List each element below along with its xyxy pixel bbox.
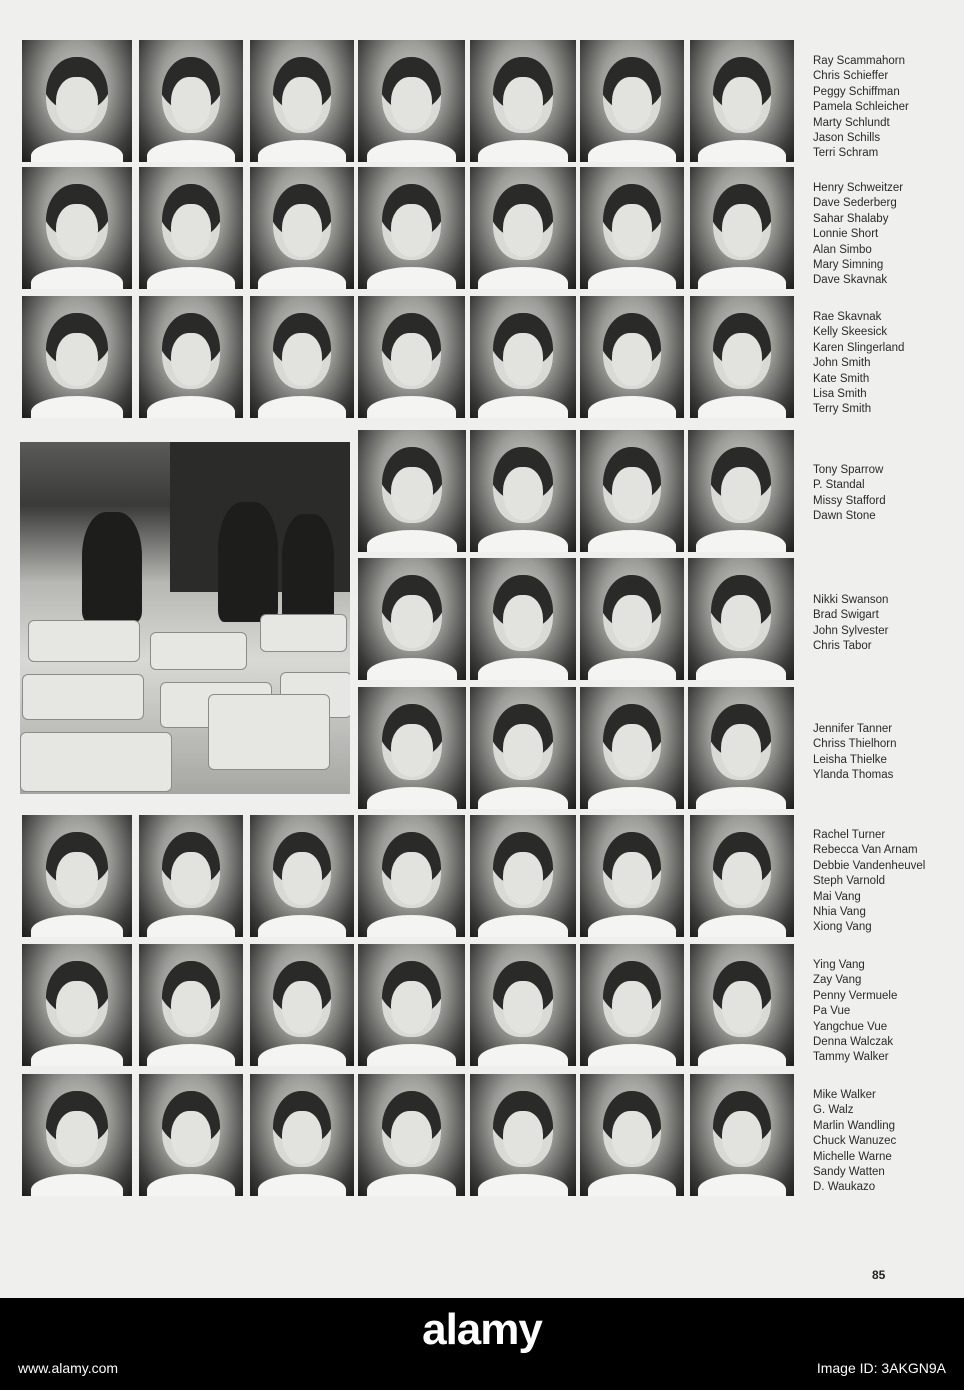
student-figure bbox=[282, 514, 334, 624]
student-name: Kelly Skeesick bbox=[813, 326, 888, 339]
student-portrait bbox=[690, 944, 794, 1066]
student-name: Missy Stafford bbox=[813, 494, 886, 507]
student-portrait bbox=[358, 687, 466, 809]
student-name: Tammy Walker bbox=[813, 1051, 889, 1064]
student-name: Lisa Smith bbox=[813, 388, 867, 401]
student-name: Mary Simning bbox=[813, 259, 884, 272]
name-column bbox=[813, 181, 903, 289]
student-name: Denna Walczak bbox=[813, 1036, 894, 1049]
name-column bbox=[813, 310, 904, 418]
name-column bbox=[813, 722, 897, 784]
student-portrait bbox=[580, 815, 684, 937]
student-portrait bbox=[470, 430, 576, 552]
student-portrait bbox=[470, 558, 576, 680]
student-portrait bbox=[580, 1074, 684, 1196]
student-name: Brad Swigart bbox=[813, 609, 879, 622]
student-name: Rachel Turner bbox=[813, 829, 886, 841]
name-column bbox=[813, 54, 909, 162]
student-name: Mai Vang bbox=[813, 890, 861, 903]
student-portrait bbox=[690, 167, 794, 289]
student-name: Dave Skavnak bbox=[813, 274, 888, 287]
student-name: Rebecca Van Arnam bbox=[813, 844, 918, 857]
student-name: John Sylvester bbox=[813, 624, 889, 637]
student-portrait bbox=[470, 296, 576, 418]
student-name: Jennifer Tanner bbox=[813, 723, 893, 735]
student-portrait bbox=[22, 167, 132, 289]
student-portrait bbox=[470, 687, 576, 809]
student-portrait bbox=[358, 558, 466, 680]
student-name: Lonnie Short bbox=[813, 228, 879, 241]
student-name: Jason Schills bbox=[813, 132, 881, 145]
name-column bbox=[813, 1088, 896, 1196]
student-name: Chuck Wanuzec bbox=[813, 1135, 897, 1148]
student-name: Xiong Vang bbox=[813, 921, 872, 934]
name-column bbox=[813, 463, 886, 525]
student-name: Dawn Stone bbox=[813, 510, 876, 523]
student-portrait bbox=[139, 40, 243, 162]
student-name: Nikki Swanson bbox=[813, 594, 889, 606]
student-portrait bbox=[139, 296, 243, 418]
student-portrait bbox=[470, 944, 576, 1066]
student-name: Leisha Thielke bbox=[813, 753, 887, 766]
watermark-url: www.alamy.com bbox=[18, 1360, 119, 1376]
student-portrait bbox=[250, 944, 354, 1066]
student-portrait bbox=[22, 815, 132, 937]
student-portrait bbox=[580, 558, 684, 680]
student-figure bbox=[82, 512, 142, 622]
student-portrait bbox=[580, 167, 684, 289]
student-portrait bbox=[358, 40, 465, 162]
student-portrait bbox=[358, 1074, 465, 1196]
student-name: Penny Vermuele bbox=[813, 989, 898, 1002]
student-name: Ylanda Thomas bbox=[813, 769, 894, 782]
student-name: Mike Walker bbox=[813, 1089, 876, 1101]
student-name: Sandy Watten bbox=[813, 1166, 885, 1179]
student-portrait bbox=[580, 296, 684, 418]
student-portrait bbox=[470, 167, 576, 289]
page-number: 85 bbox=[872, 1268, 886, 1282]
student-portrait bbox=[250, 167, 354, 289]
student-name: Michelle Warne bbox=[813, 1150, 892, 1163]
student-portrait bbox=[139, 1074, 243, 1196]
student-name: Kate Smith bbox=[813, 372, 870, 385]
student-portrait bbox=[358, 815, 465, 937]
student-name: Terry Smith bbox=[813, 403, 872, 416]
student-portrait bbox=[250, 40, 354, 162]
student-name: Chris Tabor bbox=[813, 640, 872, 653]
student-name: Yangchue Vue bbox=[813, 1020, 888, 1033]
student-name: Tony Sparrow bbox=[813, 464, 884, 476]
student-portrait bbox=[690, 815, 794, 937]
student-name: Debbie Vandenheuvel bbox=[813, 859, 926, 872]
student-name: Marty Schlundt bbox=[813, 116, 890, 129]
student-portrait bbox=[690, 296, 794, 418]
student-portrait bbox=[580, 430, 684, 552]
desk bbox=[20, 732, 172, 792]
desk bbox=[260, 614, 347, 652]
student-name: Terri Schram bbox=[813, 147, 879, 160]
desk bbox=[22, 674, 144, 720]
student-name: Dave Sederberg bbox=[813, 197, 897, 210]
student-portrait bbox=[139, 167, 243, 289]
student-portrait bbox=[580, 40, 684, 162]
student-name: Ying Vang bbox=[813, 959, 865, 971]
student-portrait bbox=[470, 815, 576, 937]
classroom-photo bbox=[20, 442, 350, 794]
student-portrait bbox=[22, 944, 132, 1066]
student-name: John Smith bbox=[813, 357, 871, 370]
student-name: Rae Skavnak bbox=[813, 311, 882, 323]
student-name: Pa Vue bbox=[813, 1005, 851, 1018]
student-name: Karen Slingerland bbox=[813, 341, 905, 354]
student-name: Steph Varnold bbox=[813, 875, 886, 888]
alamy-logo: alamy bbox=[422, 1305, 542, 1354]
name-column bbox=[813, 958, 897, 1066]
watermark-image-id: Image ID: 3AKGN9A bbox=[816, 1360, 946, 1376]
student-portrait bbox=[250, 296, 354, 418]
student-portrait bbox=[358, 944, 465, 1066]
student-portrait bbox=[22, 296, 132, 418]
student-name: P. Standal bbox=[813, 479, 865, 492]
student-name: G. Walz bbox=[813, 1104, 854, 1117]
desk bbox=[208, 694, 330, 770]
student-name: Alan Simbo bbox=[813, 243, 872, 256]
student-portrait bbox=[470, 1074, 576, 1196]
desk bbox=[150, 632, 247, 670]
student-portrait bbox=[688, 687, 794, 809]
name-column bbox=[813, 828, 925, 936]
student-portrait bbox=[580, 687, 684, 809]
student-name: D. Waukazo bbox=[813, 1181, 876, 1194]
name-column bbox=[813, 593, 888, 655]
student-name: Pamela Schleicher bbox=[813, 101, 909, 114]
desk bbox=[28, 620, 140, 662]
student-portrait bbox=[358, 296, 465, 418]
student-portrait bbox=[358, 430, 466, 552]
student-name: Sahar Shalaby bbox=[813, 212, 889, 225]
student-name: Zay Vang bbox=[813, 974, 862, 987]
student-portrait bbox=[690, 40, 794, 162]
student-portrait bbox=[22, 1074, 132, 1196]
student-portrait bbox=[250, 1074, 354, 1196]
student-portrait bbox=[688, 430, 794, 552]
student-portrait bbox=[139, 944, 243, 1066]
student-name: Chris Schieffer bbox=[813, 70, 889, 83]
student-name: Marlin Wandling bbox=[813, 1119, 896, 1132]
student-figure bbox=[218, 502, 278, 622]
student-portrait bbox=[470, 40, 576, 162]
student-portrait bbox=[690, 1074, 794, 1196]
student-portrait bbox=[688, 558, 794, 680]
student-portrait bbox=[580, 944, 684, 1066]
student-name: Ray Scammahorn bbox=[813, 55, 906, 67]
student-name: Nhia Vang bbox=[813, 906, 866, 919]
student-name: Henry Schweitzer bbox=[813, 182, 904, 194]
student-portrait bbox=[139, 815, 243, 937]
student-name: Chriss Thielhorn bbox=[813, 738, 897, 751]
student-name: Peggy Schiffman bbox=[813, 85, 900, 98]
student-portrait bbox=[250, 815, 354, 937]
student-portrait bbox=[358, 167, 465, 289]
student-portrait bbox=[22, 40, 132, 162]
